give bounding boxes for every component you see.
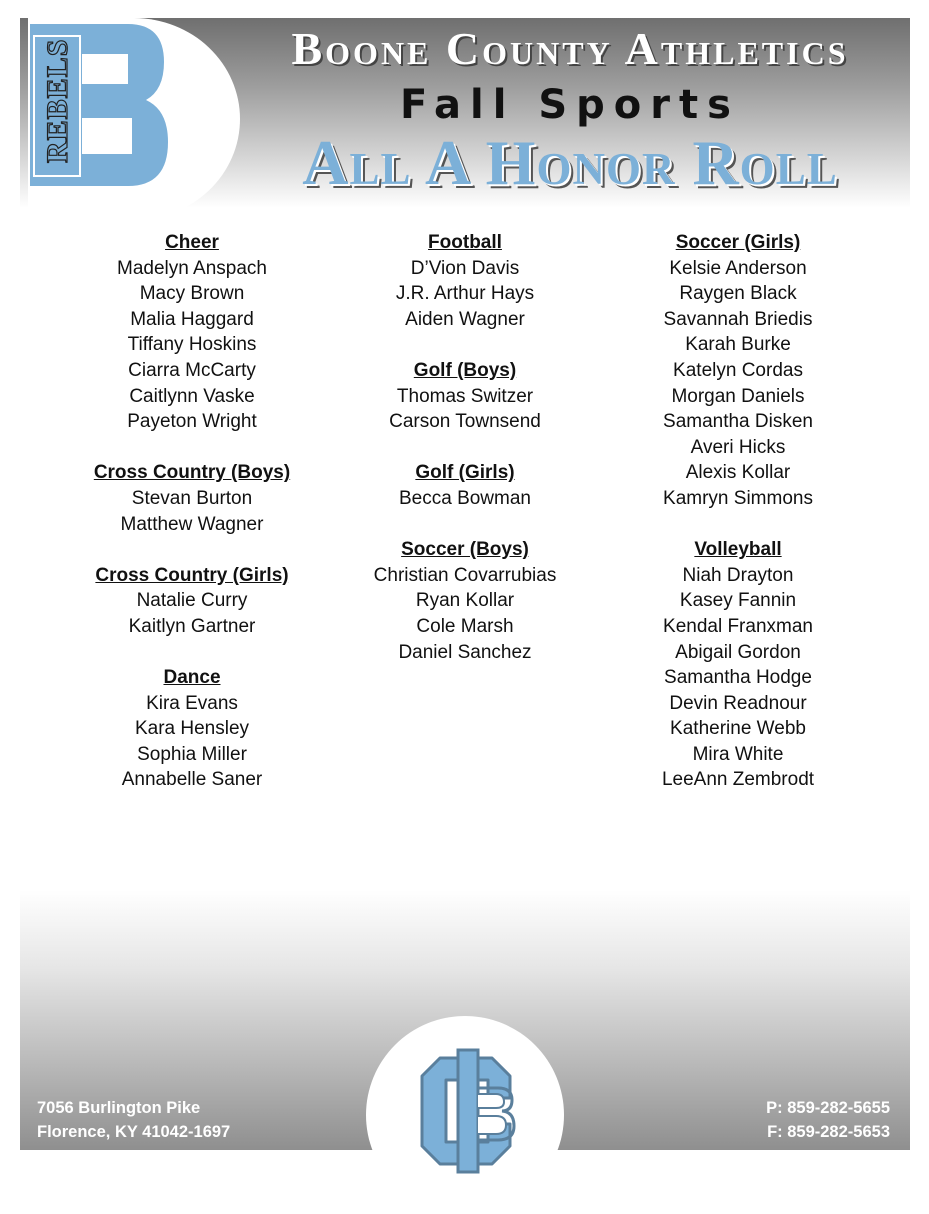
student-name: Kendal Franxman [663,615,813,637]
student-name: Abigail Gordon [675,641,801,663]
student-name: Niah Drayton [682,564,794,586]
student-name: Ciarra McCarty [128,359,256,381]
sport-title: Volleyball [694,539,782,561]
student-name: Raygen Black [679,283,797,305]
student-name: Caitlynn Vaske [129,385,255,407]
student-name: Payeton Wright [127,411,257,433]
sport-group-cheer [56,230,328,435]
column-right [602,230,874,819]
column-middle [329,230,601,819]
sport-title: Soccer (Girls) [675,232,801,253]
sport-title: Cross Country (Girls) [95,564,289,586]
footer-banner [20,890,910,1150]
student-name: Malia Haggard [130,308,254,330]
student-name: Christian Covarrubias [373,564,557,586]
sport-title: Cheer [165,232,219,253]
season-title: Fall Sports [400,82,740,128]
header-banner [20,18,910,208]
student-name: Kasey Fannin [679,590,797,612]
student-name: Kamryn Simmons [663,487,813,509]
fax-number: F: 859-282-5653 [767,1123,890,1141]
student-name: Thomas Switzer [396,385,534,407]
column-left [56,230,328,819]
student-name: D’Vion Davis [410,257,520,279]
student-name: Katherine Webb [670,718,806,740]
student-name: Karah Burke [685,334,791,356]
rebels-b-logo [20,18,170,186]
student-name: Samantha Disken [663,411,813,433]
sport-group-football [329,230,601,332]
sport-title: Golf (Girls) [415,462,515,484]
student-name: Morgan Daniels [671,385,805,407]
school-title: Boone County Athletics [291,23,849,74]
student-name: Kara Hensley [134,718,250,740]
sport-group-golf-boys [329,358,601,435]
sport-title: Soccer (Boys) [401,539,529,561]
address-line-2: Florence, KY 41042-1697 [37,1123,231,1141]
student-name: Carson Townsend [389,411,541,433]
student-name: Becca Bowman [398,487,531,509]
student-name: Devin Readnour [669,692,807,714]
address-line-1: 7056 Burlington Pike [37,1099,201,1117]
student-name: Samantha Hodge [664,667,812,689]
student-name: Tiffany Hoskins [127,334,257,356]
student-name: Stevan Burton [131,487,253,509]
sport-title: Dance [163,667,221,689]
student-name: Natalie Curry [136,590,248,612]
sport-group-dance [56,665,328,793]
student-name: Ryan Kollar [415,590,515,612]
student-name: LeeAnn Zembrodt [661,769,815,791]
sport-group-golf-girls [329,460,601,511]
sport-title: Golf (Boys) [413,359,517,381]
school-address [37,1096,230,1144]
student-name: Macy Brown [139,283,245,305]
student-name: Madelyn Anspach [117,257,267,279]
student-name: Cole Marsh [416,615,514,637]
sport-group-volleyball [602,537,874,793]
sport-group-soccer-girls [602,230,874,512]
sport-group-cross-country-girls [56,563,328,640]
bc-monogram-logo [406,1048,526,1174]
student-name: Daniel Sanchez [398,641,532,663]
student-name: Matthew Wagner [120,513,264,535]
student-name: Mira White [692,743,784,765]
student-name: Sophia Miller [137,743,247,765]
honor-roll-title: All A Honor Roll [302,127,838,198]
student-name: Aiden Wagner [405,308,525,330]
sport-group-soccer-boys [329,537,601,665]
student-name: Averi Hicks [690,436,786,458]
student-name: J.R. Arthur Hays [395,283,535,305]
student-name: Kira Evans [146,692,238,714]
student-name: Alexis Kollar [685,462,791,484]
phone-number: P: 859-282-5655 [766,1099,890,1117]
sport-title: Cross Country (Boys) [93,462,291,484]
school-contact-numbers [766,1096,890,1144]
rebels-logo-text: REBELS [41,38,74,163]
sport-title: Football [428,232,502,253]
sport-group-cross-country-boys [56,460,328,537]
student-name: Kaitlyn Gartner [128,615,256,637]
student-name: Katelyn Cordas [673,359,803,381]
honor-roll-columns [56,230,874,819]
student-name: Kelsie Anderson [669,257,807,279]
student-name: Annabelle Saner [121,769,263,791]
student-name: Savannah Briedis [663,308,813,330]
